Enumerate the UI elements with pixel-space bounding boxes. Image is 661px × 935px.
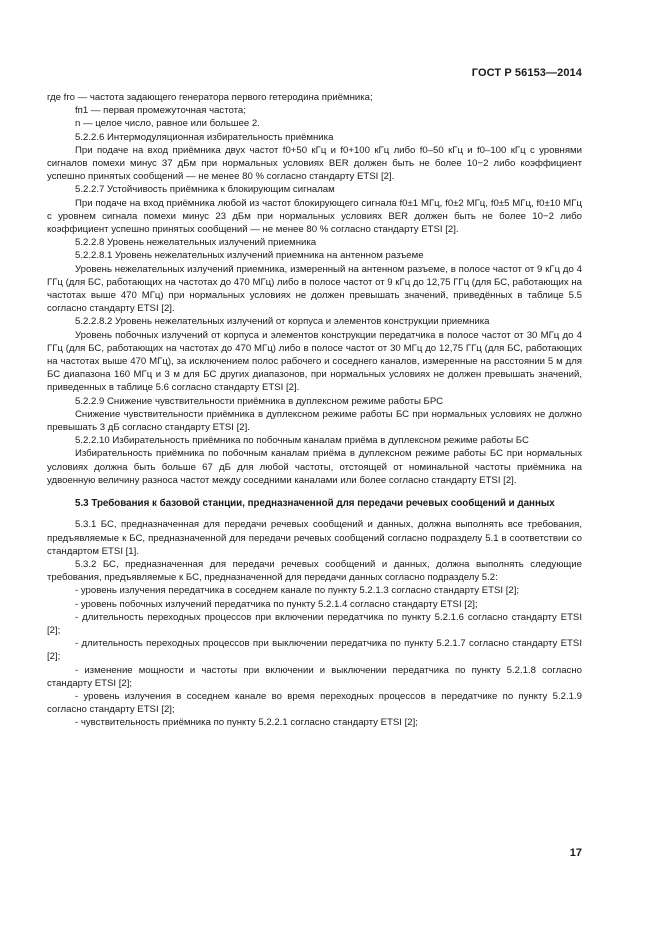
definition-fp1: fп1 — первая промежуточная частота; bbox=[75, 105, 246, 117]
definition-n: n — целое число, равное или большее 2. bbox=[75, 118, 260, 130]
list-item: - чувствительность приёмника по пункту 5.2.2.1 согласно стандарту ETSI [2]; bbox=[75, 717, 418, 729]
clause-text: Уровень нежелательных излучений приемника, измеренный на антенном разъеме, в полосе частот от 9 кГц до 4 ГГц (для БС, работающих на частотах до 470 МГц) либо в полосе частот от 9 кГц до 12,75 ГГц (для БС, работающих на частотах выше 470 МГц) при нормальных условиях не должен превышать значений, приведённых в таблице 5.5 согласно стандарту ETSI [2]. bbox=[47, 263, 582, 315]
document-code: ГОСТ Р 56153—2014 bbox=[471, 67, 582, 79]
clause-heading: 5.2.2.9 Снижение чувствительности приёмника в дуплексном режиме работы БРС bbox=[75, 395, 444, 407]
clause-text: Уровень побочных излучений от корпуса и элементов конструкции передатчика в полосе частот от 30 МГц до 4 ГГц (для БС, работающих на частотах до 470 МГц) либо в полосе частот от 30 МГц до 12,75 ГГц (для БС, работающих на частотах выше 470 МГц), за исключением полос рабочего и соседнего каналов, измеренные на расстоянии 5 м для БС диапазона 160 МГц и 3 м для БС других диапазонов, при нормальных условиях не должен превышать значений, приведенных в таблице 5.6 согласно стандарту ETSI [2]. bbox=[47, 329, 582, 394]
clause-text: Снижение чувствительности приёмника в дуплексном режиме работы БС при нормальных условиях не должно превышать 3 дБ согласно стандарту ETSI [2]. bbox=[47, 408, 582, 434]
clause-text: При подаче на вход приёмника любой из частот блокирующего сигнала f0±1 МГц, f0±2 МГц, f0±5 МГц, f0±10 МГц с уровнем сигнала помехи минус 23 дБм при нормальных условиях BER должен быть не более 10−2 либо коэффициент успешно принятых сообщений — не менее 80 % согласно стандарту ETSI [2]. bbox=[47, 197, 582, 236]
clause-heading: 5.2.2.10 Избирательность приёмника по побочным каналам приёма в дуплексном режиме работы БС bbox=[75, 435, 529, 447]
definition-fgo: где fго — частота задающего генератора первого гетеродина приёмника; bbox=[47, 92, 373, 103]
clause-text: Избирательность приёмника по побочным каналам приёма в дуплексном режиме работы БС при нормальных условиях должна быть больше 67 дБ для любой частоты, отстоящей от номинальной частоты приёмника на удвоенную величину разноса частот между соседними каналами или более согласно стандарту ETSI [2]. bbox=[47, 448, 582, 486]
page-body bbox=[47, 91, 582, 730]
clause-text: При подаче на вход приёмника двух частот f0+50 кГц и f0+100 кГц либо f0–50 кГц и f0–100 кГц с уровнями сигналов помехи минус 37 дБм при нормальных условиях BER должен быть не более 10−2 либо коэффициент успешно принятых сообщений — не менее 80 % согласно стандарту ETSI [2]. bbox=[47, 144, 582, 183]
clause-heading: 5.2.2.6 Интермодуляционная избирательность приёмника bbox=[75, 131, 334, 143]
section-title: 5.3 Требования к базовой станции, предназначенной для передачи речевых сообщений и данных bbox=[75, 498, 555, 510]
list-item: - длительность переходных процессов при включении передатчика по пункту 5.2.1.6 согласно стандарту ETSI [2]; bbox=[47, 611, 582, 636]
page-number: 17 bbox=[569, 847, 582, 859]
clause-text: 5.3.1 БС, предназначенная для передачи речевых сообщений и данных, должна выполнять все требования, предъявляемые к БС, предназначенной для передачи речевых сообщений согласно подразделу 5.1 в соответствии со стандартом ETSI [1]. bbox=[47, 519, 582, 557]
clause-heading: 5.2.2.8.2 Уровень нежелательных излучений от корпуса и элементов конструкции приемника bbox=[75, 316, 490, 328]
clause-heading: 5.2.2.8.1 Уровень нежелательных излучений приемника на антенном разъеме bbox=[75, 250, 424, 262]
list-item: - длительность переходных процессов при выключении передатчика по пункту 5.2.1.7 согласно стандарту ETSI [2]; bbox=[47, 638, 582, 663]
list-item: - уровень побочных излучений передатчика по пункту 5.2.1.4 согласно стандарту ETSI [2]; bbox=[75, 598, 478, 610]
clause-text: 5.3.2 БС, предназначенная для передачи речевых сообщений и данных, должна выполнять следующие требования, предъявляемые к БС, предназначенной для передачи данных согласно подразделу 5.2: bbox=[47, 558, 582, 584]
clause-heading: 5.2.2.7 Устойчивость приёмника к блокирующим сигналам bbox=[75, 184, 335, 196]
list-item: - уровень излучения передатчика в соседнем канале по пункту 5.2.1.3 согласно стандарту ETSI [2]; bbox=[75, 585, 520, 597]
clause-heading: 5.2.2.8 Уровень нежелательных излучений приемника bbox=[75, 237, 317, 249]
list-item: - уровень излучения в соседнем канале во время переходных процессов в передатчике по пункту 5.2.1.9 согласно стандарту ETSI [2]; bbox=[47, 690, 582, 716]
list-item: - изменение мощности и частоты при включении и выключении передатчика по пункту 5.2.1.8 согласно стандарту ETSI [2]; bbox=[47, 664, 582, 689]
